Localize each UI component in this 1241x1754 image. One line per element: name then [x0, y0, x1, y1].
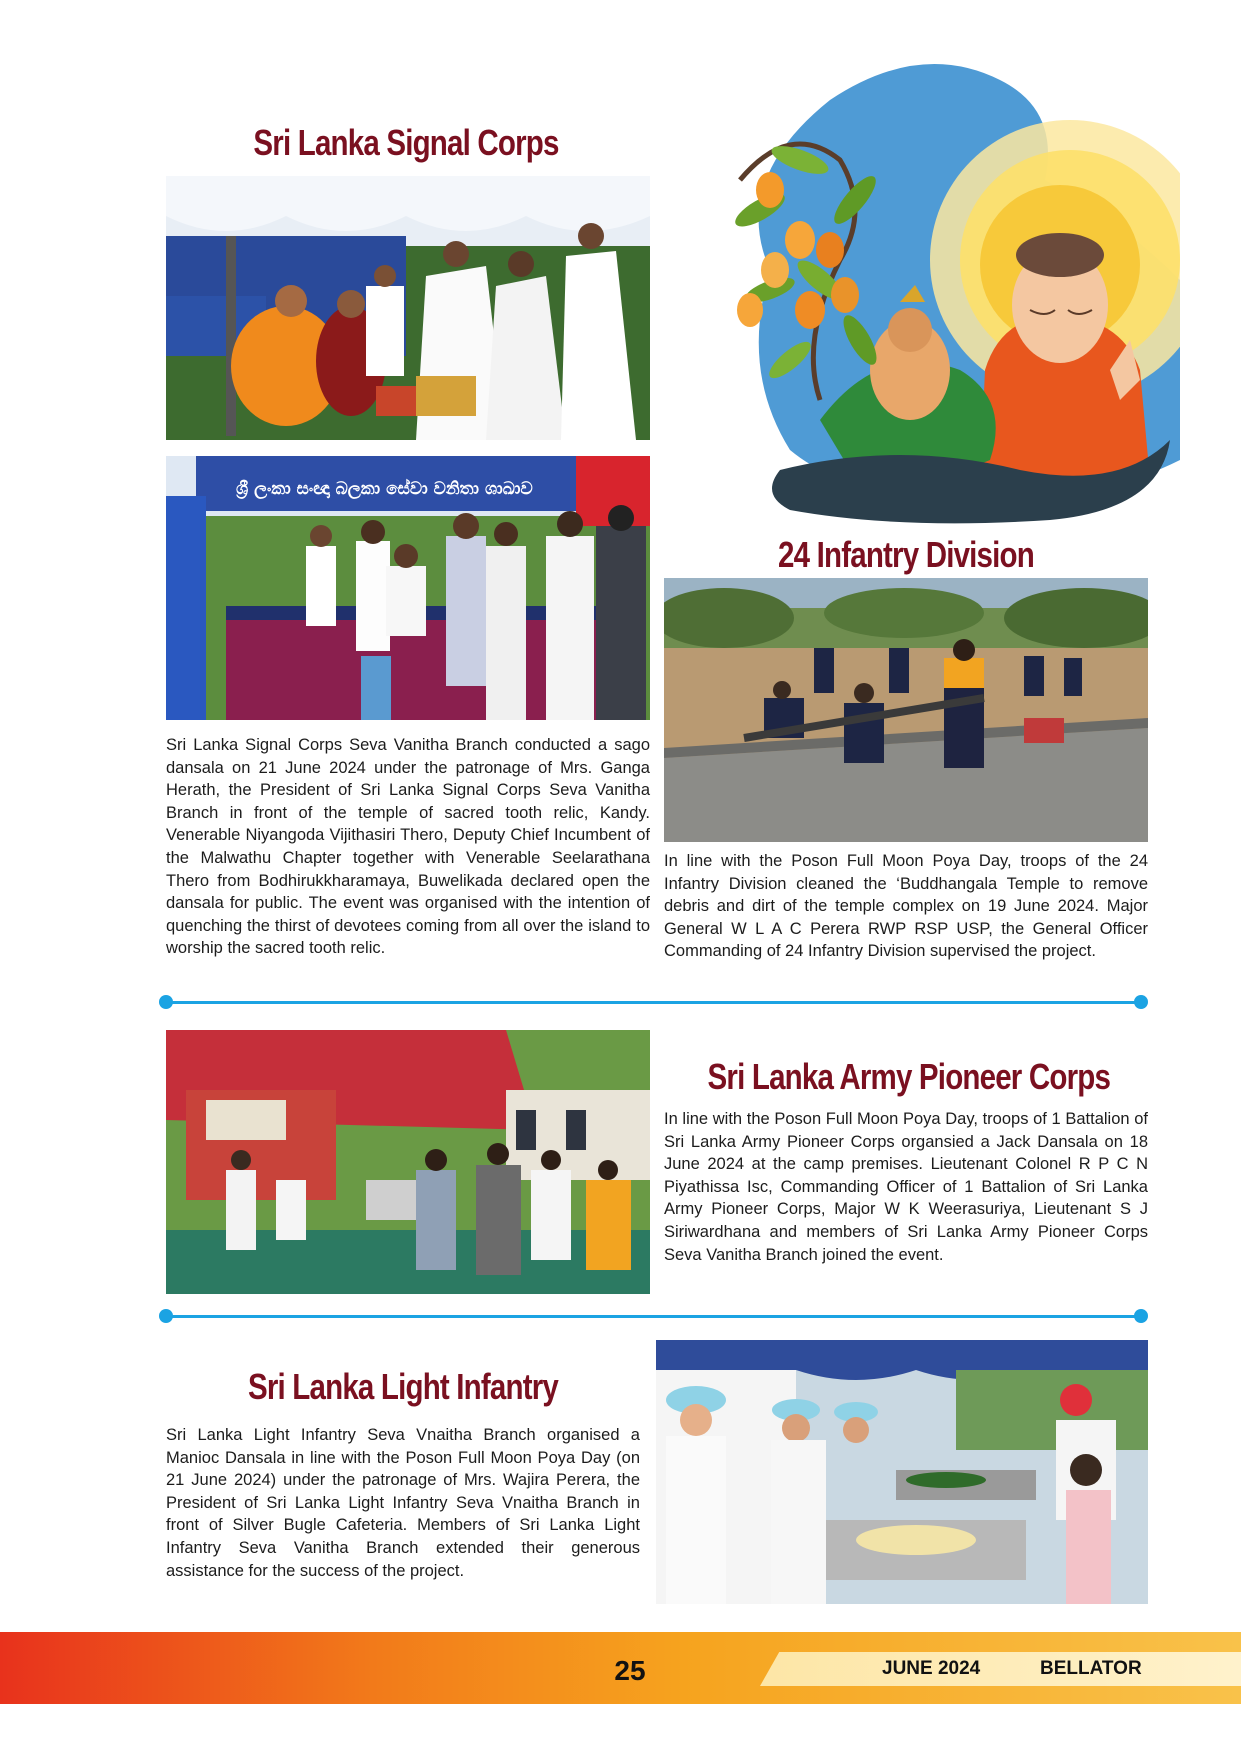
issue-date: JUNE 2024	[882, 1658, 981, 1679]
page-number: 25	[614, 1655, 646, 1686]
section-divider	[166, 1001, 1141, 1004]
pioneer-corps-body: In line with the Poson Full Moon Poya Day, troops of 1 Battalion of Sri Lanka Army Pioneer Corps organsied a Jack Dansala on 18 June 2024 at the camp premises. Lieutenant Colonel R P C N Piyathissa Isc, Commanding Officer of 1 Battalion of Sri Lanka Army Pioneer Corps, Major W K Weerasuriya, Lieutenant S J Siriwardhana and members of Sri Lanka Army Pioneer Corps Seva Vanitha Branch joined the event.	[664, 1110, 1148, 1264]
pioneer-corps-title: Sri Lanka Army Pioneer Corps	[707, 1056, 1111, 1097]
divider-dot-right	[1134, 1309, 1148, 1323]
light-infantry-body: Sri Lanka Light Infantry Seva Vnaitha Branch organised a Manioc Dansala in line with the Poson Full Moon Poya Day (on 21 June 2024) under the patronage of Mrs. Wajira Perera, the President of Sri Lanka Light Infantry Seva Vnaitha Branch in front of Silver Bugle Cafeteria. Members of Sri Lanka Light Infantry Seva Vanitha Branch extended their generous assistance for the success of the project.	[166, 1426, 640, 1580]
buddha-illustration	[700, 40, 1180, 530]
footer-band	[760, 1652, 1241, 1686]
signal-corps-photo-1	[166, 176, 650, 440]
pioneer-corps-photo	[166, 1030, 650, 1294]
divider-dot-right	[1134, 995, 1148, 1009]
infantry-24-photo	[664, 578, 1148, 842]
signal-corps-banner-text: ශ්‍රී ලංකා සංඥා බලකා සේවා වනිතා ශාඛාව	[236, 479, 533, 499]
light-infantry-title: Sri Lanka Light Infantry	[247, 1366, 558, 1407]
magazine-name: BELLATOR	[1040, 1658, 1142, 1679]
signal-corps-title: Sri Lanka Signal Corps	[253, 122, 559, 163]
signal-corps-body: Sri Lanka Signal Corps Seva Vanitha Branch conducted a sago dansala on 21 June 2024 under the patronage of Mrs. Ganga Herath, the President of Sri Lanka Signal Corps Seva Vanitha Branch in front of the temple of sacred tooth relic, Kandy. Venerable Niyangoda Vijithasiri Thero, Deputy Chief Incumbent of the Malwathu Chapter together with Venerable Seelarathana Thero from Bodhirukkharamaya, Buwelikada declared open the dansala for public. The event was organised with the intention of quenching the thirst of devotees coming from all over the island to worship the sacred tooth relic.	[166, 736, 650, 958]
light-infantry-photo	[656, 1340, 1148, 1604]
section-divider	[166, 1315, 1141, 1318]
signal-corps-photo-2	[166, 456, 650, 720]
infantry-24-title: 24 Infantry Division	[778, 534, 1034, 575]
infantry-24-body: In line with the Poson Full Moon Poya Day, troops of the 24 Infantry Division cleaned the ‘Buddhangala Temple to remove debris and dirt of the temple complex on 19 June 2024. Major General W L A C Perera RWP RSP USP, the General Officer Commanding of 24 Infantry Division supervised the project.	[664, 852, 1148, 961]
